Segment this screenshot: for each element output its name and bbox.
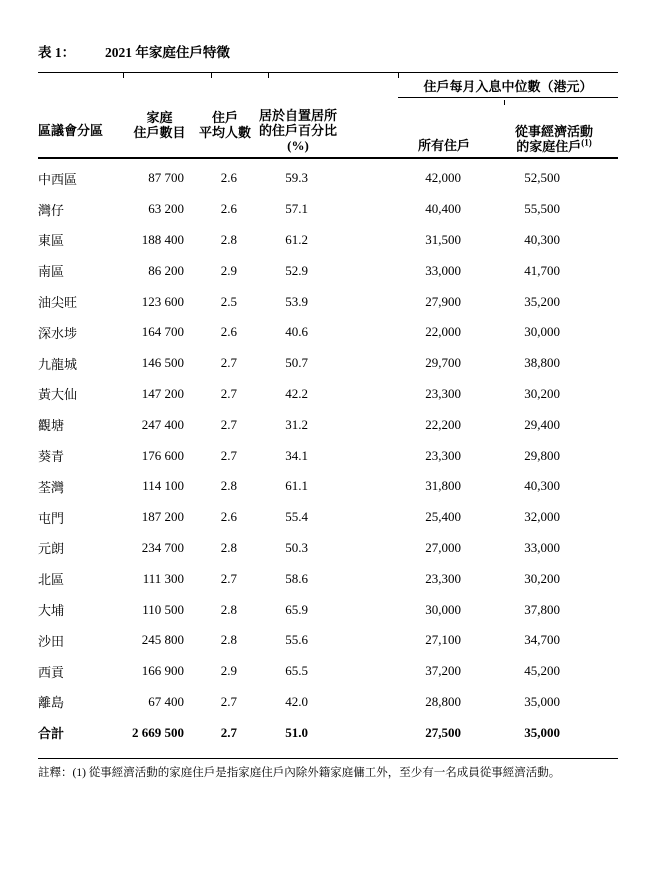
table-row — [38, 471, 618, 502]
cell-owner-pct: 55.6 — [285, 632, 308, 648]
table-row — [38, 163, 618, 194]
cell-income-econ: 40,300 — [524, 478, 560, 494]
cell-avg-size: 2.8 — [220, 231, 237, 247]
cell-avg-size: 2.9 — [220, 663, 237, 679]
cell-owner-pct: 57.1 — [285, 201, 308, 217]
cell-owner-pct: 65.9 — [285, 601, 308, 617]
cell-district: 中西區 — [38, 171, 78, 187]
cell-owner-pct: 51.0 — [285, 724, 308, 740]
cell-households: 111 300 — [142, 570, 184, 586]
table-row — [38, 687, 618, 718]
column-divider-tick — [268, 73, 269, 78]
footnote-ref-superscript: (1) — [581, 137, 592, 148]
cell-district: 灣仔 — [38, 202, 65, 218]
income-column-divider-tick — [504, 100, 505, 105]
cell-district: 深水埗 — [38, 325, 78, 341]
col-header-owner-pct: 居於自置居所 的住戶百分比 (%) — [259, 108, 338, 153]
table-row — [38, 656, 618, 687]
cell-income-econ: 29,400 — [524, 416, 560, 432]
cell-avg-size: 2.8 — [220, 632, 237, 648]
cell-owner-pct: 61.1 — [285, 478, 308, 494]
cell-owner-pct: 50.7 — [285, 355, 308, 371]
cell-income-econ: 30,000 — [524, 324, 560, 340]
cell-households: 86 200 — [148, 262, 184, 278]
table-row — [38, 225, 618, 256]
table-total-row — [38, 717, 618, 748]
cell-district: 屯門 — [38, 510, 65, 526]
cell-households: 114 100 — [142, 478, 184, 494]
cell-avg-size: 2.9 — [220, 262, 237, 278]
table-row — [38, 409, 618, 440]
cell-avg-size: 2.7 — [220, 385, 237, 401]
col-header-income-all: 所有住戶 — [417, 138, 470, 153]
col-header-district: 區議會分區 — [38, 123, 104, 138]
cell-avg-size: 2.6 — [220, 324, 237, 340]
table-row — [38, 440, 618, 471]
cell-income-all: 27,500 — [425, 724, 461, 740]
cell-income-all: 29,700 — [425, 355, 461, 371]
cell-district: 葵青 — [38, 449, 65, 465]
page-title — [38, 41, 230, 61]
cell-avg-size: 2.5 — [220, 293, 237, 309]
cell-district: 大埔 — [38, 603, 65, 619]
cell-avg-size: 2.7 — [220, 355, 237, 371]
table-row — [38, 317, 618, 348]
cell-owner-pct: 53.9 — [285, 293, 308, 309]
cell-owner-pct: 31.2 — [285, 416, 308, 432]
cell-households: 110 500 — [142, 601, 184, 617]
cell-households: 166 900 — [141, 663, 184, 679]
cell-households: 247 400 — [141, 416, 184, 432]
cell-district: 南區 — [38, 264, 65, 280]
cell-owner-pct: 65.5 — [285, 663, 308, 679]
cell-households: 87 700 — [148, 170, 184, 186]
cell-households: 188 400 — [141, 231, 184, 247]
table-row — [38, 502, 618, 533]
cell-households: 234 700 — [141, 539, 184, 555]
cell-households: 2 669 500 — [132, 724, 184, 740]
cell-district: 西貢 — [38, 664, 65, 680]
cell-households: 164 700 — [141, 324, 184, 340]
cell-income-all: 40,400 — [425, 201, 461, 217]
header-spacer — [337, 108, 398, 157]
cell-avg-size: 2.6 — [220, 509, 237, 525]
table-row — [38, 194, 618, 225]
cell-income-all: 27,000 — [425, 539, 461, 555]
col-header-avg-size: 住戶 平均人數 — [198, 110, 251, 140]
cell-income-econ: 37,800 — [524, 601, 560, 617]
cell-income-all: 27,900 — [425, 293, 461, 309]
table-row — [38, 379, 618, 410]
cell-avg-size: 2.8 — [220, 601, 237, 617]
table-row — [38, 533, 618, 564]
table-row — [38, 286, 618, 317]
cell-income-econ: 45,200 — [524, 663, 560, 679]
cell-district: 沙田 — [38, 633, 65, 649]
cell-income-all: 23,300 — [425, 570, 461, 586]
cell-avg-size: 2.8 — [220, 539, 237, 555]
cell-income-all: 25,400 — [425, 509, 461, 525]
cell-households: 147 200 — [141, 385, 184, 401]
cell-owner-pct: 40.6 — [285, 324, 308, 340]
cell-income-econ: 41,700 — [524, 262, 560, 278]
cell-income-econ: 34,700 — [524, 632, 560, 648]
cell-income-econ: 35,200 — [524, 293, 560, 309]
table-row — [38, 594, 618, 625]
table-row — [38, 625, 618, 656]
cell-owner-pct: 52.9 — [285, 262, 308, 278]
cell-income-all: 28,800 — [425, 693, 461, 709]
cell-owner-pct: 42.2 — [285, 385, 308, 401]
col-header-households: 家庭 住戶數目 — [133, 110, 186, 140]
cell-district: 合計 — [38, 726, 65, 742]
cell-households: 123 600 — [141, 293, 184, 309]
cell-income-all: 33,000 — [425, 262, 461, 278]
cell-avg-size: 2.7 — [220, 416, 237, 432]
cell-avg-size: 2.7 — [220, 447, 237, 463]
column-divider-tick — [398, 73, 399, 78]
cell-income-all: 30,000 — [425, 601, 461, 617]
cell-district: 觀塘 — [38, 418, 65, 434]
cell-owner-pct: 42.0 — [285, 693, 308, 709]
cell-avg-size: 2.8 — [220, 478, 237, 494]
cell-households: 63 200 — [148, 201, 184, 217]
cell-district: 東區 — [38, 233, 65, 249]
cell-income-econ: 35,000 — [524, 693, 560, 709]
cell-households: 187 200 — [141, 509, 184, 525]
cell-district: 九龍城 — [38, 356, 78, 372]
cell-income-econ: 33,000 — [524, 539, 560, 555]
cell-income-econ: 32,000 — [524, 509, 560, 525]
cell-income-econ: 40,300 — [524, 231, 560, 247]
cell-district: 黃大仙 — [38, 387, 78, 403]
cell-income-all: 23,300 — [425, 447, 461, 463]
cell-income-econ: 35,000 — [524, 724, 560, 740]
column-headers-row — [38, 108, 618, 157]
cell-income-econ: 38,800 — [524, 355, 560, 371]
table-body — [38, 159, 618, 758]
cell-income-all: 31,800 — [425, 478, 461, 494]
cell-avg-size: 2.7 — [220, 570, 237, 586]
households-table — [38, 72, 618, 759]
cell-avg-size: 2.7 — [220, 724, 237, 740]
income-group-header: 住戶每月入息中位數（港元） — [398, 79, 618, 98]
cell-income-all: 23,300 — [425, 385, 461, 401]
cell-owner-pct: 34.1 — [285, 447, 308, 463]
cell-income-econ: 52,500 — [524, 170, 560, 186]
cell-district: 北區 — [38, 572, 65, 588]
footnote: 註釋：(1) 從事經濟活動的家庭住戶是指家庭住戶內除外籍家庭傭工外，至少有一名成員從事經濟活動。 — [38, 767, 561, 779]
cell-households: 176 600 — [141, 447, 184, 463]
table-title-text: 2021 年家庭住戶特徵 — [105, 45, 230, 60]
cell-income-all: 27,100 — [425, 632, 461, 648]
cell-owner-pct: 59.3 — [285, 170, 308, 186]
cell-income-all: 22,000 — [425, 324, 461, 340]
column-divider-tick — [211, 73, 212, 78]
cell-income-all: 37,200 — [425, 663, 461, 679]
cell-income-econ: 29,800 — [524, 447, 560, 463]
cell-income-all: 42,000 — [425, 170, 461, 186]
cell-owner-pct: 55.4 — [285, 509, 308, 525]
cell-income-all: 31,500 — [425, 231, 461, 247]
column-divider-tick — [123, 73, 124, 78]
cell-district: 油尖旺 — [38, 295, 78, 311]
cell-avg-size: 2.7 — [220, 693, 237, 709]
cell-households: 67 400 — [148, 693, 184, 709]
cell-district: 元朗 — [38, 541, 65, 557]
col-header-income-econ: 從事經濟活動 的家庭住戶$^{(1)}$ — [514, 124, 593, 154]
table-bottom-rule — [38, 758, 618, 759]
table-number-label: 表 1： — [38, 45, 76, 60]
table-row — [38, 255, 618, 286]
cell-income-econ: 30,200 — [524, 570, 560, 586]
cell-district: 離島 — [38, 695, 65, 711]
cell-owner-pct: 58.6 — [285, 570, 308, 586]
cell-income-econ: 30,200 — [524, 385, 560, 401]
cell-owner-pct: 50.3 — [285, 539, 308, 555]
table-row — [38, 563, 618, 594]
cell-households: 245 800 — [141, 632, 184, 648]
cell-owner-pct: 61.2 — [285, 231, 308, 247]
cell-income-all: 22,200 — [425, 416, 461, 432]
cell-avg-size: 2.6 — [220, 170, 237, 186]
cell-avg-size: 2.6 — [220, 201, 237, 217]
table-header — [38, 72, 618, 159]
table-row — [38, 348, 618, 379]
cell-households: 146 500 — [141, 355, 184, 371]
cell-district: 荃灣 — [38, 479, 65, 495]
cell-income-econ: 55,500 — [524, 201, 560, 217]
